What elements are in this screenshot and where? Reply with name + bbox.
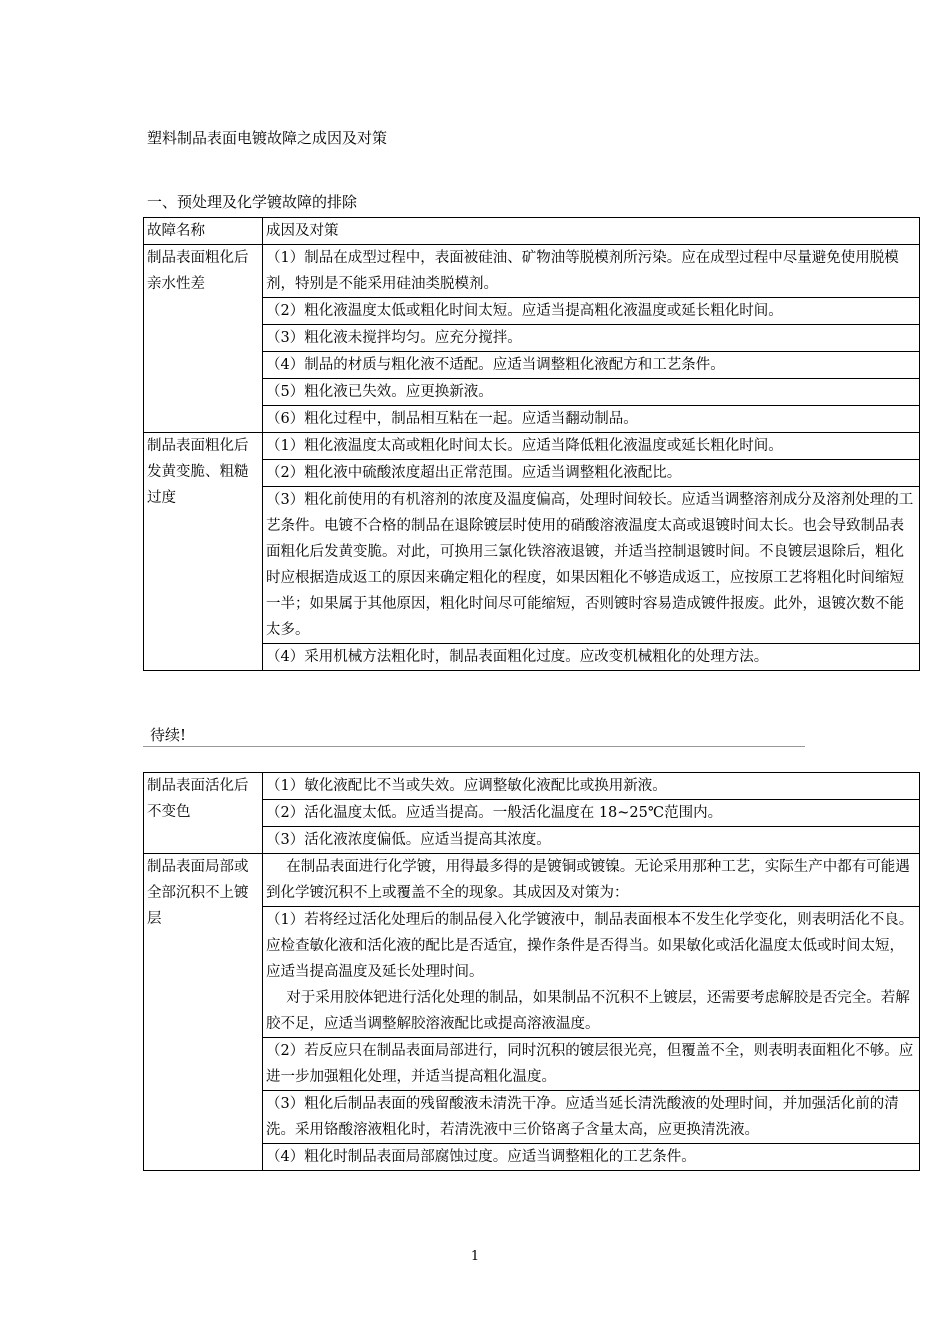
cause-paragraph: 对于采用胶体钯进行活化处理的制品，如果制品不沉积不上镀层，还需要考虑解胶是否完全。若解胶不足，应适当调整解胶溶液配比或提高溶液温度。 bbox=[266, 990, 910, 1032]
intro-paragraph: 在制品表面进行化学镀，用得最多得的是镀铜或镀镍。无论采用那种工艺，实际生产中都有可能遇到化学镀沉积不上或覆盖不全的现象。其成因及对策为： bbox=[266, 859, 910, 901]
cause-cell: （3）粗化后制品表面的残留酸液未清洗干净。应适当延长清洗酸液的处理时间，并加强活化前的清洗。采用铬酸溶液粗化时，若清洗液中三价铬离子含量太高，应更换清洗液。 bbox=[263, 1091, 920, 1144]
cause-cell: （2）粗化液温度太低或粗化时间太短。应适当提高粗化液温度或延长粗化时间。 bbox=[263, 298, 920, 325]
page-number: 1 bbox=[470, 1249, 480, 1264]
header-cause-countermeasure: 成因及对策 bbox=[263, 218, 920, 245]
continued-note: 待续! bbox=[150, 726, 187, 744]
fault-table-1 bbox=[143, 217, 920, 671]
cause-cell: （2）活化温度太低。应适当提高。一般活化温度在 18~25℃范围内。 bbox=[263, 800, 920, 827]
cause-cell bbox=[263, 907, 920, 1038]
header-fault-name: 故障名称 bbox=[144, 218, 263, 245]
cause-cell: （1）粗化液温度太高或粗化时间太长。应适当降低粗化液温度或延长粗化时间。 bbox=[263, 433, 920, 460]
cause-paragraph: （1）若将经过活化处理后的制品侵入化学镀液中，制品表面根本不发生化学变化，则表明活化不良。应检查敏化液和活化液的配比是否适宜，操作条件是否得当。如果敏化或活化温度太低或时间太短，应适当提高温度及延长处理时间。 bbox=[266, 912, 914, 980]
fault-name-cell: 制品表面活化后不变色 bbox=[144, 773, 263, 854]
section-heading: 一、预处理及化学镀故障的排除 bbox=[147, 193, 358, 211]
divider bbox=[143, 746, 805, 747]
cause-cell: （3）粗化液未搅拌均匀。应充分搅拌。 bbox=[263, 325, 920, 352]
cause-cell: （3）活化液浓度偏低。应适当提高其浓度。 bbox=[263, 827, 920, 854]
cause-cell: （1）制品在成型过程中，表面被硅油、矿物油等脱模剂所污染。应在成型过程中尽量避免使用脱模剂，特别是不能采用硅油类脱模剂。 bbox=[263, 245, 920, 298]
table-row bbox=[144, 854, 920, 907]
cause-cell: （2）若反应只在制品表面局部进行，同时沉积的镀层很光亮，但覆盖不全，则表明表面粗化不够。应进一步加强粗化处理，并适当提高粗化温度。 bbox=[263, 1038, 920, 1091]
table-header-row bbox=[144, 218, 920, 245]
cause-cell: （3）粗化前使用的有机溶剂的浓度及温度偏高，处理时间较长。应适当调整溶剂成分及溶剂处理的工艺条件。电镀不合格的制品在退除镀层时使用的硝酸溶液温度太高或退镀时间太长。也会导致制品表面粗化后发黄变脆。对此，可换用三氯化铁溶液退镀，并适当控制退镀时间。不良镀层退除后，粗化时应根据造成返工的原因来确定粗化的程度，如果因粗化不够造成返工，应按原工艺将粗化时间缩短一半；如果属于其他原因，粗化时间尽可能缩短，否则镀时容易造成镀件报废。此外，退镀次数不能太多。 bbox=[263, 487, 920, 644]
cause-cell-intro bbox=[263, 854, 920, 907]
cause-cell: （2）粗化液中硫酸浓度超出正常范围。应适当调整粗化液配比。 bbox=[263, 460, 920, 487]
cause-cell: （4）制品的材质与粗化液不适配。应适当调整粗化液配方和工艺条件。 bbox=[263, 352, 920, 379]
fault-name-cell: 制品表面局部或全部沉积不上镀层 bbox=[144, 854, 263, 1171]
fault-name-cell: 制品表面粗化后发黄变脆、粗糙过度 bbox=[144, 433, 263, 671]
fault-table-2 bbox=[143, 772, 920, 1171]
cause-cell: （5）粗化液已失效。应更换新液。 bbox=[263, 379, 920, 406]
cause-cell: （4）粗化时制品表面局部腐蚀过度。应适当调整粗化的工艺条件。 bbox=[263, 1144, 920, 1171]
cause-cell: （6）粗化过程中，制品相互粘在一起。应适当翻动制品。 bbox=[263, 406, 920, 433]
cause-cell: （1）敏化液配比不当或失效。应调整敏化液配比或换用新液。 bbox=[263, 773, 920, 800]
cause-cell: （4）采用机械方法粗化时，制品表面粗化过度。应改变机械粗化的处理方法。 bbox=[263, 644, 920, 671]
table-row bbox=[144, 433, 920, 460]
table-row bbox=[144, 245, 920, 298]
document-title: 塑料制品表面电镀故障之成因及对策 bbox=[147, 129, 388, 147]
table-row bbox=[144, 773, 920, 800]
fault-name-cell: 制品表面粗化后亲水性差 bbox=[144, 245, 263, 433]
